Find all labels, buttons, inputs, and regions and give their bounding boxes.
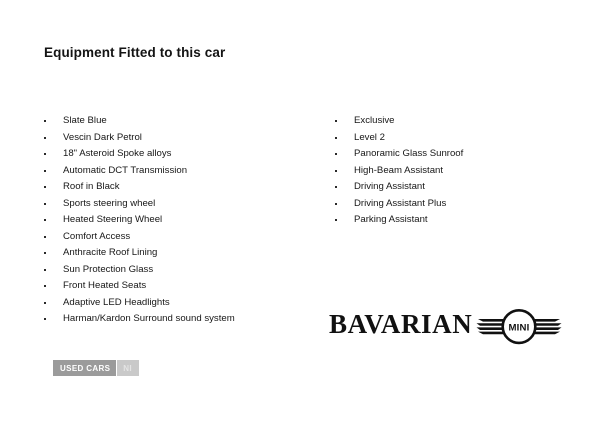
equipment-list-item — [40, 245, 320, 262]
equipment-list-item — [40, 146, 320, 163]
equipment-list-item — [40, 262, 320, 279]
bullet-icon — [44, 269, 46, 271]
equipment-item-label: Heated Steering Wheel — [63, 214, 163, 225]
equipment-list-item — [331, 146, 581, 163]
equipment-item-label: Driving Assistant — [354, 181, 425, 192]
equipment-item-label: Adaptive LED Headlights — [63, 296, 170, 308]
equipment-list-item — [331, 196, 581, 213]
bullet-icon — [335, 203, 337, 205]
used-cars-badge — [53, 360, 139, 376]
equipment-list-item — [40, 311, 320, 328]
equipment-list-item — [40, 113, 320, 130]
used-cars-badge-label: USED CARS — [53, 360, 116, 376]
page-title: Equipment Fitted to this car — [44, 45, 226, 60]
equipment-item-label: Parking Assistant — [354, 214, 428, 225]
equipment-list-right — [331, 113, 581, 229]
equipment-item-label: Anthracite Roof Lining — [63, 247, 158, 258]
bullet-icon — [335, 137, 337, 139]
equipment-list-item — [40, 229, 320, 246]
equipment-list-item — [331, 130, 581, 147]
equipment-item-label: Comfort Access — [63, 230, 131, 242]
equipment-list-item — [40, 295, 320, 312]
equipment-item-label: Roof in Black — [63, 181, 120, 192]
equipment-list-item — [40, 130, 320, 147]
bullet-icon — [335, 120, 337, 122]
equipment-item-label: Level 2 — [354, 131, 385, 143]
bullet-icon — [44, 318, 46, 320]
equipment-list-item — [40, 278, 320, 295]
equipment-list-item — [331, 113, 581, 130]
equipment-item-label: Driving Assistant Plus — [354, 197, 447, 209]
bullet-icon — [335, 186, 337, 188]
bullet-icon — [44, 170, 46, 172]
equipment-list-item — [40, 179, 320, 196]
equipment-list-item — [331, 163, 581, 180]
bullet-icon — [44, 302, 46, 304]
bullet-icon — [44, 186, 46, 188]
branding-block — [329, 306, 561, 350]
bullet-icon — [44, 236, 46, 238]
equipment-list-item — [40, 196, 320, 213]
equipment-item-label: Vescin Dark Petrol — [63, 131, 142, 143]
bullet-icon — [44, 219, 46, 221]
used-cars-badge-region: NI — [117, 360, 139, 376]
bullet-icon — [44, 252, 46, 254]
equipment-column-right — [331, 113, 581, 229]
svg-text:MINI: MINI — [508, 322, 530, 334]
equipment-item-label: Automatic DCT Transmission — [63, 164, 188, 176]
bullet-icon — [44, 203, 46, 205]
bullet-icon — [44, 120, 46, 122]
bullet-icon — [335, 219, 337, 221]
equipment-item-label: Front Heated Seats — [63, 280, 147, 291]
equipment-list-item — [331, 179, 581, 196]
bullet-icon — [44, 153, 46, 155]
equipment-item-label: Exclusive — [354, 115, 395, 126]
equipment-list-item — [331, 212, 581, 229]
equipment-item-label: Sports steering wheel — [63, 197, 156, 209]
equipment-item-label: 18" Asteroid Spoke alloys — [63, 148, 172, 159]
bullet-icon — [44, 137, 46, 139]
dealer-wordmark: BAVARIAN — [329, 309, 473, 339]
equipment-list-item — [40, 212, 320, 229]
equipment-item-label: High-Beam Assistant — [354, 164, 444, 176]
equipment-item-label: Slate Blue — [63, 115, 107, 126]
equipment-item-label: Harman/Kardon Surround sound system — [63, 313, 235, 324]
equipment-item-label: Sun Protection Glass — [63, 263, 154, 275]
bullet-icon — [335, 170, 337, 172]
equipment-column-left — [40, 113, 320, 328]
equipment-item-label: Panoramic Glass Sunroof — [354, 148, 464, 159]
bullet-icon — [335, 153, 337, 155]
equipment-list-left — [40, 113, 320, 328]
mini-winged-logo-icon — [476, 306, 562, 348]
bullet-icon — [44, 285, 46, 287]
equipment-list-item — [40, 163, 320, 180]
